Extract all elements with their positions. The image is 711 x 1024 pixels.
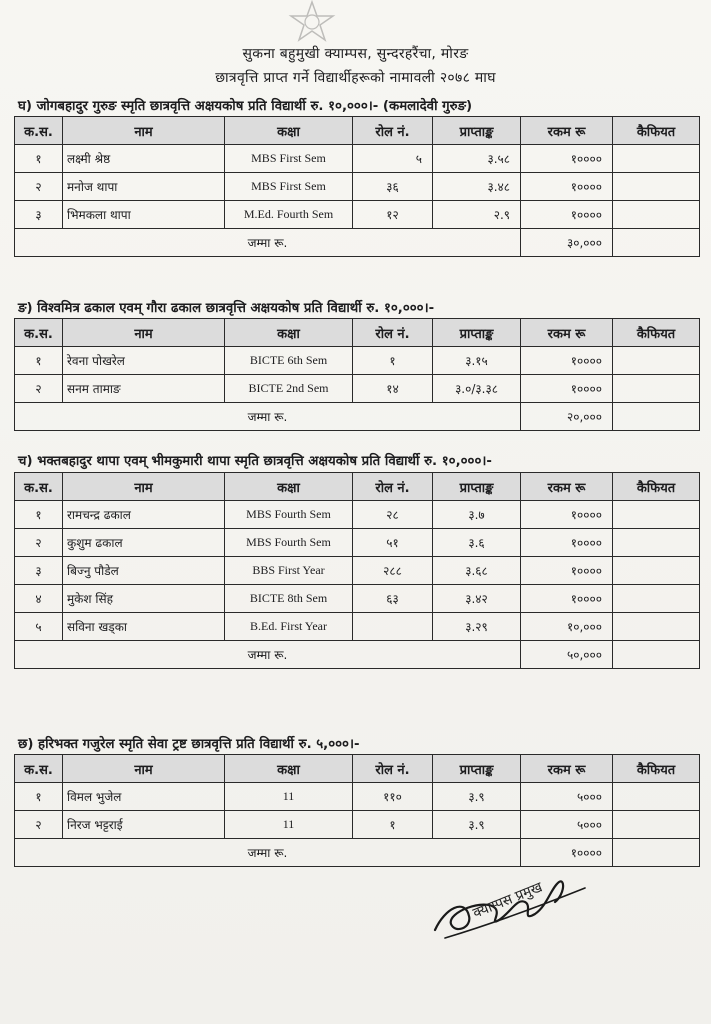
cell-amount: १०,००० [521,613,613,641]
cell-score: ३.४२ [433,585,521,613]
col-header: रोल नं. [353,755,433,783]
cell-remarks [613,403,700,431]
col-header: क.स. [15,319,63,347]
section-title: छ) हरिभक्त गजुरेल स्मृति सेवा ट्रष्ट छात्रवृत्ति प्रति विद्यार्थी रु. ५,०००।- [18,737,360,752]
table-row [15,347,700,375]
cell-score: ३.६ [433,529,521,557]
cell-name: विमल भुजेल [63,783,225,811]
cell-amount: १०००० [521,529,613,557]
institution-title: सुकना बहुमुखी क्याम्पस, सुन्दरहरैंचा, मोरङ [242,46,469,62]
total-label: जम्मा रू. [15,641,521,669]
col-header: कैफियत [613,117,700,145]
cell-class: M.Ed. Fourth Sem [225,201,353,229]
cell-remarks [613,501,700,529]
cell-roll: २८ [353,501,433,529]
document-subtitle: छात्रवृत्ति प्राप्त गर्ने विद्यार्थीहरूको नामावली २०७८ माघ [215,70,496,86]
col-header: कैफियत [613,319,700,347]
col-header: प्राप्ताङ्क [433,117,521,145]
total-amount: ५०,००० [521,641,613,669]
total-row [15,641,700,669]
scholarship-table [14,472,700,669]
total-amount: ३०,००० [521,229,613,257]
table-header-row [15,473,700,501]
cell-name: सविना खड्का [63,613,225,641]
table-header-row [15,117,700,145]
cell-score: ३.०/३.३८ [433,375,521,403]
cell-remarks [613,783,700,811]
cell-remarks [613,347,700,375]
cell-sn: ५ [15,613,63,641]
cell-sn: २ [15,529,63,557]
cell-class: BBS First Year [225,557,353,585]
col-header: नाम [63,319,225,347]
cell-score: ३.२९ [433,613,521,641]
cell-roll: ५१ [353,529,433,557]
cell-name: लक्ष्मी श्रेष्ठ [63,145,225,173]
cell-remarks [613,839,700,867]
cell-roll: २८८ [353,557,433,585]
cell-remarks [613,201,700,229]
cell-sn: ३ [15,201,63,229]
total-amount: २०,००० [521,403,613,431]
col-header: कक्षा [225,319,353,347]
cell-roll: ११० [353,783,433,811]
cell-roll: ६३ [353,585,433,613]
cell-roll: १४ [353,375,433,403]
cell-name: रामचन्द्र ढकाल [63,501,225,529]
cell-score: ३.९ [433,811,521,839]
section-title: ङ) विश्वमित्र ढकाल एवम् गौरा ढकाल छात्रवृत्ति अक्षयकोष प्रति विद्यार्थी रु. १०,०००।- [18,301,435,316]
table-row [15,585,700,613]
col-header: कक्षा [225,473,353,501]
cell-remarks [613,173,700,201]
cell-class: 11 [225,811,353,839]
cell-sn: २ [15,811,63,839]
cell-roll [353,613,433,641]
total-row [15,229,700,257]
col-header: रोल नं. [353,117,433,145]
col-header: कक्षा [225,117,353,145]
cell-remarks [613,585,700,613]
cell-amount: १०००० [521,173,613,201]
cell-remarks [613,613,700,641]
col-header: नाम [63,117,225,145]
col-header: रकम रू [521,755,613,783]
cell-remarks [613,529,700,557]
cell-class: 11 [225,783,353,811]
table-row [15,201,700,229]
signature-title: क्याम्पस प्रमुख [470,879,545,922]
col-header: क.स. [15,755,63,783]
cell-roll: १ [353,347,433,375]
total-label: जम्मा रू. [15,229,521,257]
cell-amount: १०००० [521,375,613,403]
col-header: रकम रू [521,473,613,501]
cell-score: ३.९ [433,783,521,811]
cell-amount: १०००० [521,145,613,173]
scholarship-table [14,754,700,867]
cell-remarks [613,557,700,585]
total-label: जम्मा रू. [15,839,521,867]
col-header: नाम [63,473,225,501]
table-row [15,173,700,201]
cell-roll: ३६ [353,173,433,201]
total-row [15,403,700,431]
col-header: क.स. [15,473,63,501]
col-header: कक्षा [225,755,353,783]
cell-score: ३.६८ [433,557,521,585]
cell-score: ३.७ [433,501,521,529]
cell-class: B.Ed. First Year [225,613,353,641]
col-header: प्राप्ताङ्क [433,473,521,501]
total-row [15,839,700,867]
cell-remarks [613,145,700,173]
cell-amount: ५००० [521,783,613,811]
emblem-icon [283,0,341,44]
table-row [15,557,700,585]
col-header: रोल नं. [353,473,433,501]
cell-roll: ५ [353,145,433,173]
col-header: प्राप्ताङ्क [433,319,521,347]
cell-class: BICTE 8th Sem [225,585,353,613]
cell-name: मुकेश सिंह [63,585,225,613]
cell-class: BICTE 6th Sem [225,347,353,375]
section-title: घ) जोगबहादुर गुरुङ स्मृति छात्रवृत्ति अक्षयकोष प्रति विद्यार्थी रु. १०,०००।- (कमलादेवी गुरुङ) [18,99,473,114]
cell-class: MBS First Sem [225,173,353,201]
total-label: जम्मा रू. [15,403,521,431]
cell-amount: १०००० [521,585,613,613]
col-header: रकम रू [521,117,613,145]
col-header: कैफियत [613,473,700,501]
cell-name: बिज्नु पौडेल [63,557,225,585]
cell-name: रेवना पोखरेल [63,347,225,375]
cell-class: MBS Fourth Sem [225,529,353,557]
cell-roll: १ [353,811,433,839]
cell-score: ३.५८ [433,145,521,173]
cell-amount: ५००० [521,811,613,839]
col-header: नाम [63,755,225,783]
cell-remarks [613,641,700,669]
cell-name: मनोज थापा [63,173,225,201]
col-header: क.स. [15,117,63,145]
cell-remarks [613,375,700,403]
table-row [15,375,700,403]
table-row [15,145,700,173]
cell-score: ३.१५ [433,347,521,375]
scholarship-table [14,116,700,257]
cell-sn: ४ [15,585,63,613]
cell-amount: १०००० [521,557,613,585]
cell-name: निरज भट्टराई [63,811,225,839]
section-title: च) भक्तबहादुर थापा एवम् भीमकुमारी थापा स्मृति छात्रवृत्ति अक्षयकोष प्रति विद्यार्थी रु. १०,०००।- [18,454,492,469]
cell-class: MBS First Sem [225,145,353,173]
table-row [15,613,700,641]
cell-name: सनम तामाङ [63,375,225,403]
total-amount: १०००० [521,839,613,867]
col-header: कैफियत [613,755,700,783]
cell-class: BICTE 2nd Sem [225,375,353,403]
cell-score: २.९ [433,201,521,229]
cell-remarks [613,811,700,839]
cell-sn: २ [15,375,63,403]
cell-sn: २ [15,173,63,201]
cell-sn: १ [15,145,63,173]
cell-amount: १०००० [521,201,613,229]
col-header: रकम रू [521,319,613,347]
cell-name: कुशुम ढकाल [63,529,225,557]
table-header-row [15,319,700,347]
cell-remarks [613,229,700,257]
table-header-row [15,755,700,783]
cell-score: ३.४८ [433,173,521,201]
cell-amount: १०००० [521,501,613,529]
cell-name: भिमकला थापा [63,201,225,229]
table-row [15,783,700,811]
cell-class: MBS Fourth Sem [225,501,353,529]
cell-sn: १ [15,501,63,529]
table-row [15,501,700,529]
cell-amount: १०००० [521,347,613,375]
cell-sn: १ [15,347,63,375]
cell-roll: १२ [353,201,433,229]
table-row [15,529,700,557]
cell-sn: १ [15,783,63,811]
table-row [15,811,700,839]
col-header: रोल नं. [353,319,433,347]
col-header: प्राप्ताङ्क [433,755,521,783]
cell-sn: ३ [15,557,63,585]
scholarship-table [14,318,700,431]
